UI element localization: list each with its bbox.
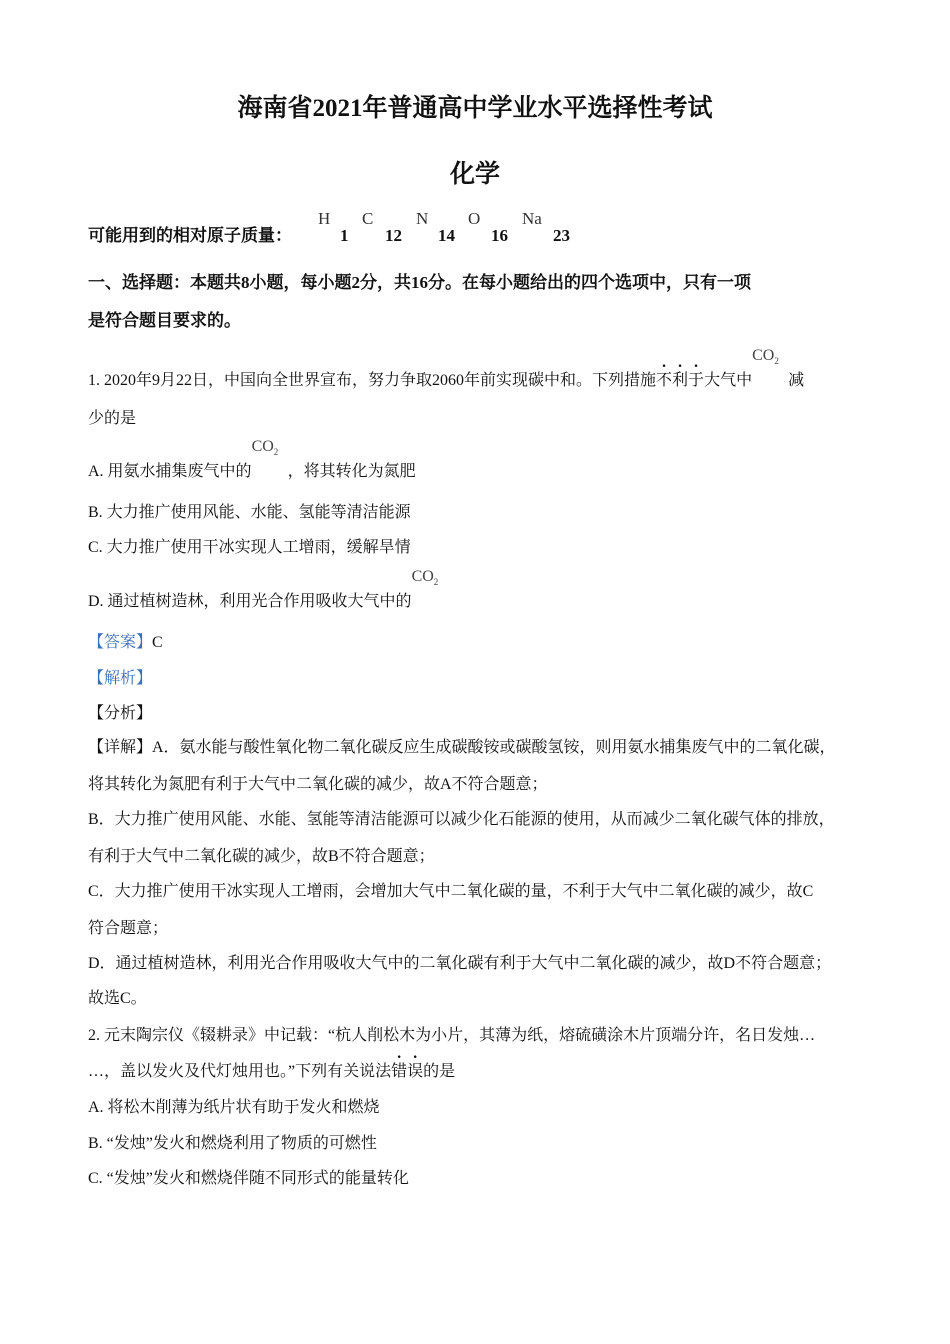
element-na: Na (522, 209, 542, 228)
q1-emph-char-2: 于 (688, 372, 705, 389)
q1-option-d: D. 通过植树造林，利用光合作用吸收大气中的 $CO_2$ (88, 584, 448, 613)
mass-n: 14 (438, 226, 455, 245)
q1-detail-4: 有利于大气中二氧化碳的减少，故B不符合题意； (88, 848, 435, 865)
q2-option-c: C. “发烛”发火和燃烧伴随不同形式的能量转化 (88, 1170, 409, 1187)
q1-emph-char-0: 不 (656, 372, 673, 389)
q1-option-b: B. 大力推广使用风能、水能、氢能等清洁能源 (88, 504, 411, 521)
mass-na: 23 (553, 226, 570, 245)
q1-detail-6: 符合题意； (88, 920, 169, 937)
q1-detail-7: D．通过植树造林，利用光合作用吸收大气中的二氧化碳有利于大气中二氧化碳的减少，故D不符合题意； (88, 955, 832, 972)
q1-answer (88, 632, 163, 654)
section-heading-line2: 是符合题目要求的。 (88, 311, 241, 330)
q1-emph-char-1: 利 (672, 372, 689, 389)
q1-detail-3: B．大力推广使用风能、水能、氢能等清洁能源可以减少化石能源的使用，从而减少二氧化碳气体的排放， (88, 811, 835, 828)
q2-stem-line2: …，盖以发火及代灯烛用也。”下列有关说法错误的是 (88, 1063, 456, 1080)
q1-detail-5: C．大力推广使用干冰实现人工增雨，会增加大气中二氧化碳的量，不利于大气中二氧化碳的减少，故C (88, 883, 814, 900)
q1-stem-line1 (88, 347, 805, 392)
mass-c: 12 (385, 226, 402, 245)
q2-option-a: A. 将松木削薄为纸片状有助于发火和燃烧 (88, 1099, 380, 1116)
subject-title: 化学 (449, 161, 500, 188)
section-heading-line1: 一、选择题：本题共8小题，每小题2分，共16分。在每小题给出的四个选项中，只有一项 (88, 273, 751, 292)
q1-option-c: C. 大力推广使用干冰实现人工增雨，缓解旱情 (88, 539, 411, 556)
q2-emph-1: 错 (391, 1063, 408, 1080)
q1-stem-c: 减 (788, 372, 805, 389)
atomic-mass-label: 可能用到的相对原子质量： (88, 226, 292, 245)
q1-option-d-co2: $CO_2$ (411, 568, 439, 588)
element-o: O (468, 209, 481, 228)
element-h: H (318, 209, 331, 228)
q1-option-a-co2: $CO_2$ (251, 438, 279, 458)
mass-h: 1 (340, 226, 349, 245)
q1-detail-1: 【详解】A．氨水能与酸性氧化物二氧化碳反应生成碳酸铵或碳酸氢铵，则用氨水捕集废气中的二氧化碳， (88, 739, 836, 756)
q1-detail-2: 将其转化为氮肥有利于大气中二氧化碳的减少，故A不符合题意； (88, 776, 548, 793)
element-n: N (416, 209, 429, 228)
answer-value: C (152, 634, 163, 651)
element-c: C (362, 209, 374, 228)
q2-option-b: B. “发烛”发火和燃烧利用了物质的可燃性 (88, 1135, 377, 1152)
exam-title: 海南省2021年普通高中学业水平选择性考试 (237, 95, 713, 122)
analysis-tag: 【解析】 (88, 670, 153, 687)
q1-detail-8: 故选C。 (88, 990, 147, 1007)
q2-stem-line1: 2. 元末陶宗仪《辍耕录》中记载：“杭人削松木为小片，其薄为纸，熔硫磺涂木片顶端分许，名日发烛… (88, 1027, 816, 1044)
q2-emph-2: 误 (407, 1063, 424, 1080)
fenxi-tag: 【分析】 (88, 705, 153, 722)
q1-co2-formula: $CO_2$ (752, 347, 779, 367)
q1-option-a: A. 用氨水捕集废气中的 $CO_2$ ，将其转化为氮肥 (88, 438, 416, 480)
q1-stem-a: 1. 2020年9月22日，中国向全世界宣布，努力争取2060年前实现碳中和。下列措施 (88, 372, 657, 389)
q1-stem-emphasis (656, 372, 704, 389)
mass-o: 16 (491, 226, 508, 245)
q1-stem-b: 大气中 (704, 372, 753, 389)
answer-tag: 【答案】 (88, 634, 153, 651)
q1-stem-line2: 少的是 (88, 410, 137, 427)
